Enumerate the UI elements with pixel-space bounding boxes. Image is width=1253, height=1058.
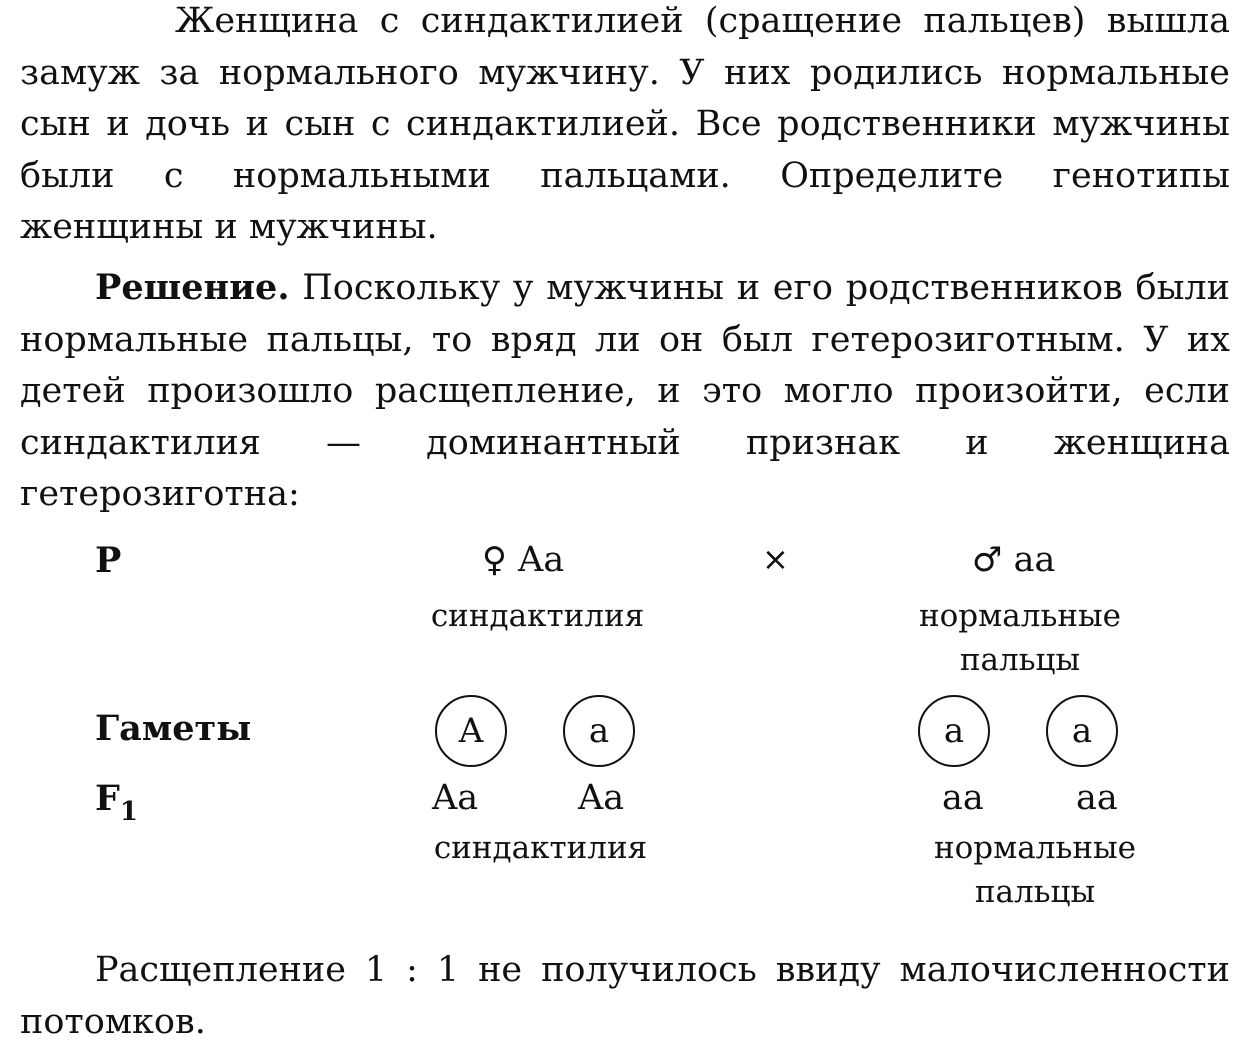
gamete-circle: a	[918, 695, 990, 767]
male-genotype: aa	[1013, 540, 1056, 580]
f1-phenotype-right	[895, 826, 1175, 914]
male-parent	[972, 540, 1055, 580]
f1-genotype: Aa	[578, 778, 625, 818]
solution-text: Поскольку у мужчины и его родственников были нормальные пальцы, то вряд ли он был гетерозиготным. У их детей произошло расщепление, и это могло произойти, если синдактилия — доминантный признак и женщина гетерозиготна:	[20, 268, 1230, 514]
problem-text: Женщина с синдактилией (сращение пальцев) вышла замуж за нормального мужчину. У них родились нормальные сын и дочь и сын с синдактилией. Все родственники мужчины были с нормальными пальцами. Определите генотипы женщины и мужчины.	[20, 1, 1230, 247]
gamete-circle: a	[1046, 695, 1118, 767]
male-phenotype	[880, 594, 1160, 682]
male-symbol-icon: ♂	[972, 540, 1003, 580]
gametes-label: Гаметы	[95, 708, 252, 749]
solution-paragraph	[20, 262, 1230, 521]
f1-genotype: aa	[1076, 778, 1118, 818]
f1-genotype: aa	[942, 778, 984, 818]
female-genotype: Aa	[518, 540, 565, 580]
conclusion-text: Расщепление 1 : 1 не получилось ввиду малочисленности потомков.	[20, 950, 1230, 1042]
gamete-circle: a	[563, 695, 635, 767]
male-phenotype-line2: пальцы	[959, 642, 1081, 678]
parents-label: P	[95, 540, 122, 581]
female-parent	[482, 540, 564, 580]
female-phenotype: синдактилия	[430, 598, 645, 634]
female-symbol-icon: ♀	[482, 540, 507, 580]
cross-symbol-icon: ×	[762, 540, 789, 578]
f1-phenotype-right-line1: нормальные	[933, 830, 1136, 866]
f1-label	[95, 778, 138, 827]
male-phenotype-line1: нормальные	[918, 598, 1121, 634]
f1-phenotype-right-line2: пальцы	[974, 874, 1096, 910]
solution-label: Решение.	[95, 267, 290, 308]
gamete-circle: A	[435, 695, 507, 767]
f1-genotype: Aa	[432, 778, 479, 818]
f1-phenotype-left: синдактилия	[433, 830, 648, 866]
f1-label-subscript: 1	[119, 797, 138, 827]
f1-label-letter: F	[95, 778, 120, 819]
